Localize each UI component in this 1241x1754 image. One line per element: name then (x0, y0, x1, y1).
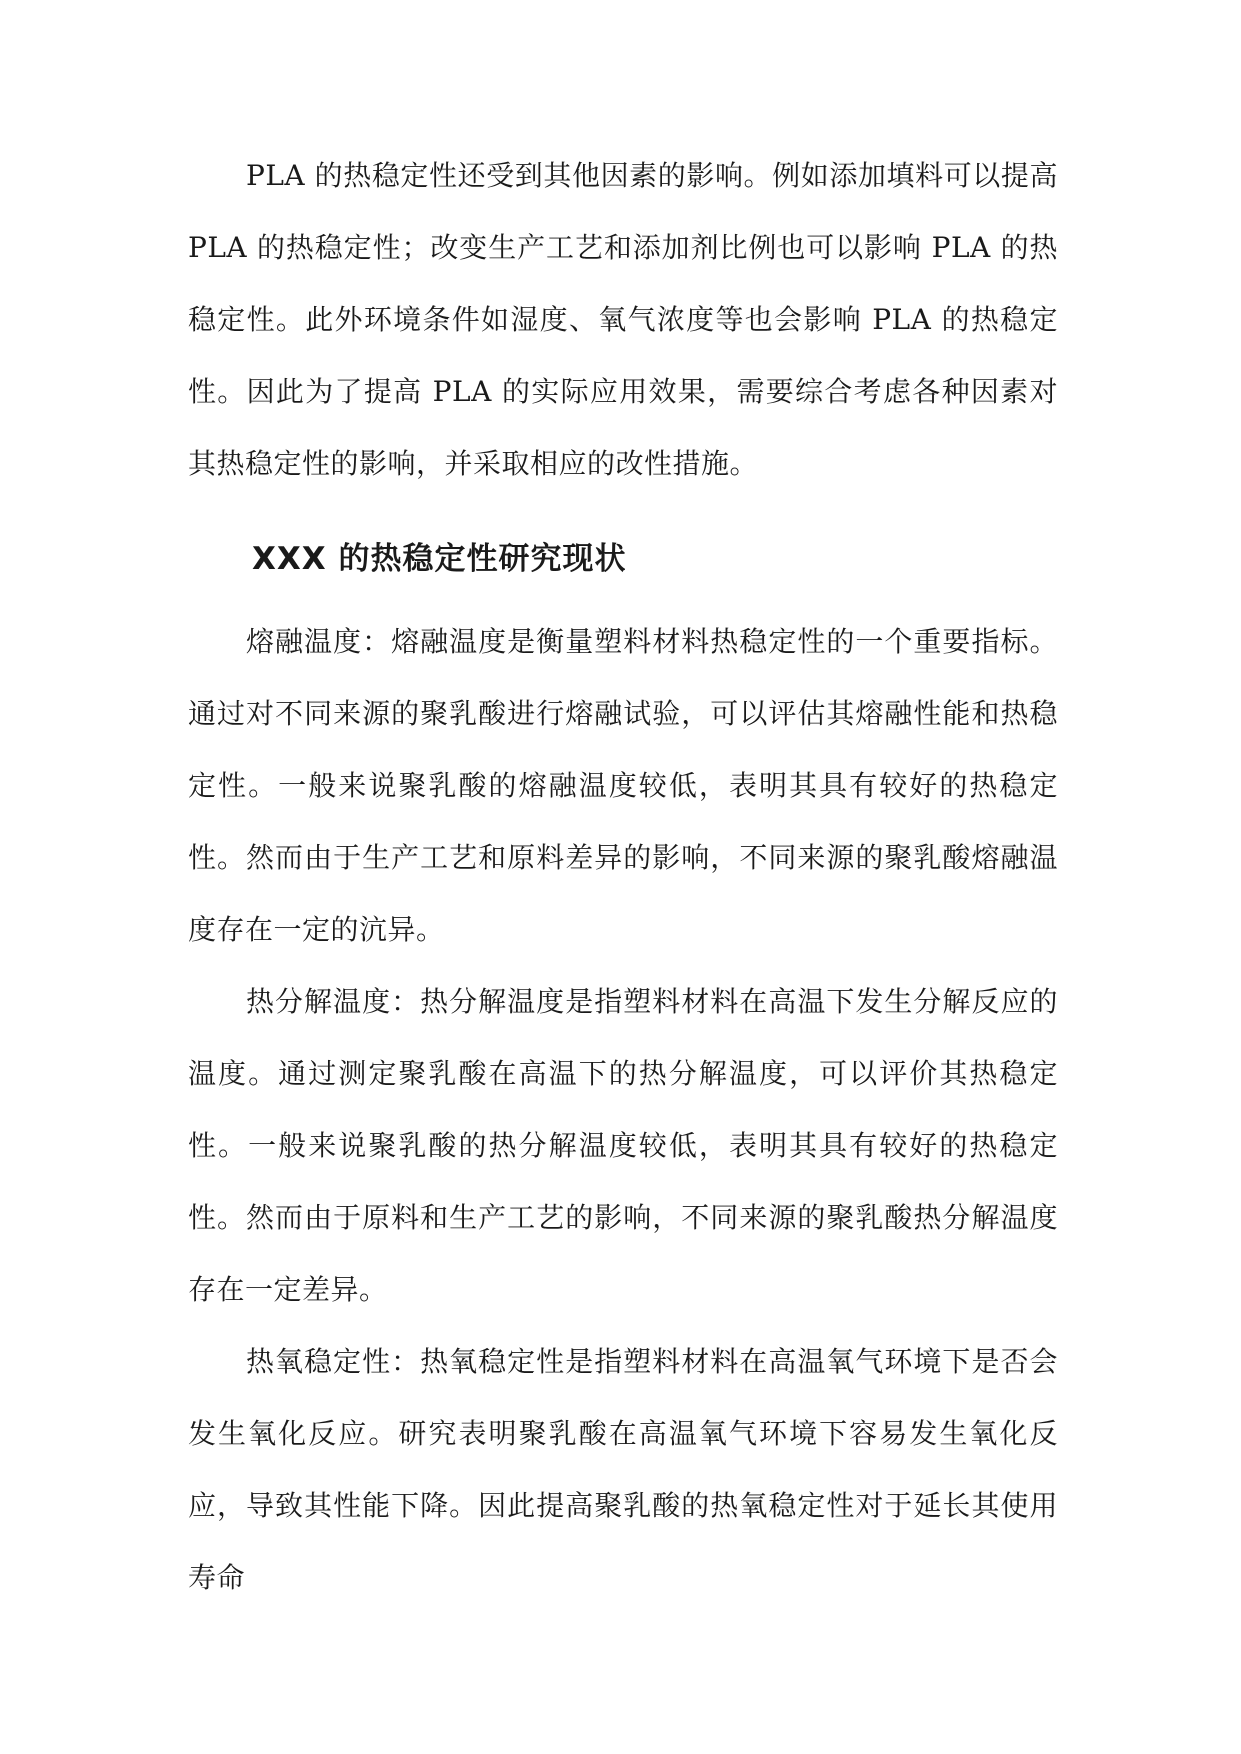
paragraph-pla-factors: PLA 的热稳定性还受到其他因素的影响。例如添加填料可以提高 PLA 的热稳定性；改变生产工艺和添加剂比例也可以影响 PLA 的热稳定性。此外环境条件如湿度、氧气浓度等也会影响 PLA 的热稳定性。因此为了提高 PLA 的实际应用效果，需要综合考虑各种因素对其热稳定性的影响，并采取相应的改性措施。 (188, 159, 1058, 480)
document-body (188, 140, 1058, 1614)
paragraph-melting-temperature: 熔融温度：熔融温度是衡量塑料材料热稳定性的一个重要指标。通过对不同来源的聚乳酸进行熔融试验，可以评估其熔融性能和热稳定性。一般来说聚乳酸的熔融温度较低，表明其具有较好的热稳定性。然而由于生产工艺和原料差异的影响，不同来源的聚乳酸熔融温度存在一定的沆异。 (188, 625, 1058, 946)
section-heading: XXX 的热稳定性研究现状 (252, 541, 627, 577)
paragraph-thermo-oxidative-stability: 热氧稳定性：热氧稳定性是指塑料材料在高温氧气环境下是否会发生氧化反应。研究表明聚乳酸在高温氧气环境下容易发生氧化反应，导致其性能下降。因此提高聚乳酸的热氧稳定性对于延长其使用寿命 (188, 1345, 1058, 1594)
paragraph-decomposition-temperature: 热分解温度：热分解温度是指塑料材料在高温下发生分解反应的温度。通过测定聚乳酸在高温下的热分解温度，可以评价其热稳定性。一般来说聚乳酸的热分解温度较低，表明其具有较好的热稳定性。然而由于原料和生产工艺的影响，不同来源的聚乳酸热分解温度存在一定差异。 (188, 985, 1058, 1306)
